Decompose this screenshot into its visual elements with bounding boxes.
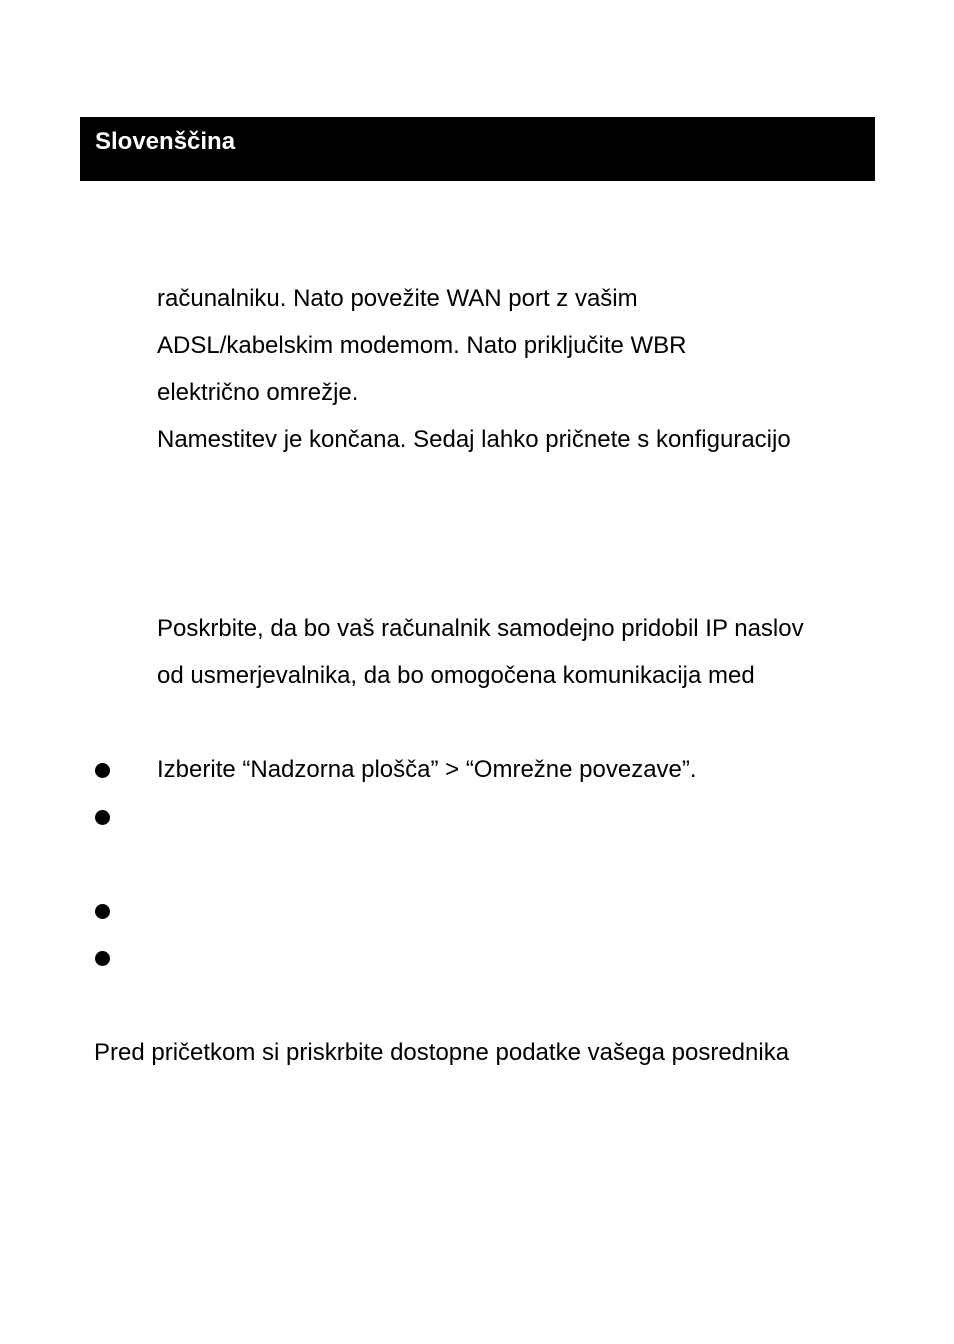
bullet-icon xyxy=(95,763,110,778)
paragraph-line: Namestitev je končana. Sedaj lahko pričnete s konfiguracijo xyxy=(157,426,791,453)
bullet-icon xyxy=(95,951,110,966)
section-title: Slovenščina xyxy=(95,128,236,155)
footer-paragraph: Pred pričetkom si priskrbite dostopne podatke vašega posrednika xyxy=(94,1039,790,1066)
bullet-icon xyxy=(95,904,110,919)
paragraph-line: električno omrežje. xyxy=(157,379,359,406)
paragraph-line: od usmerjevalnika, da bo omogočena komunikacija med xyxy=(157,662,755,689)
bullet-icon xyxy=(95,810,110,825)
paragraph-line: Poskrbite, da bo vaš računalnik samodejno pridobil IP naslov xyxy=(157,615,804,642)
section-header-bar xyxy=(80,117,875,181)
paragraph-line: ADSL/kabelskim modemom. Nato priključite WBR xyxy=(157,332,687,359)
bullet-item: Izberite “Nadzorna plošča” > “Omrežne povezave”. xyxy=(157,756,697,783)
paragraph-line: računalniku. Nato povežite WAN port z vašim xyxy=(157,285,638,312)
